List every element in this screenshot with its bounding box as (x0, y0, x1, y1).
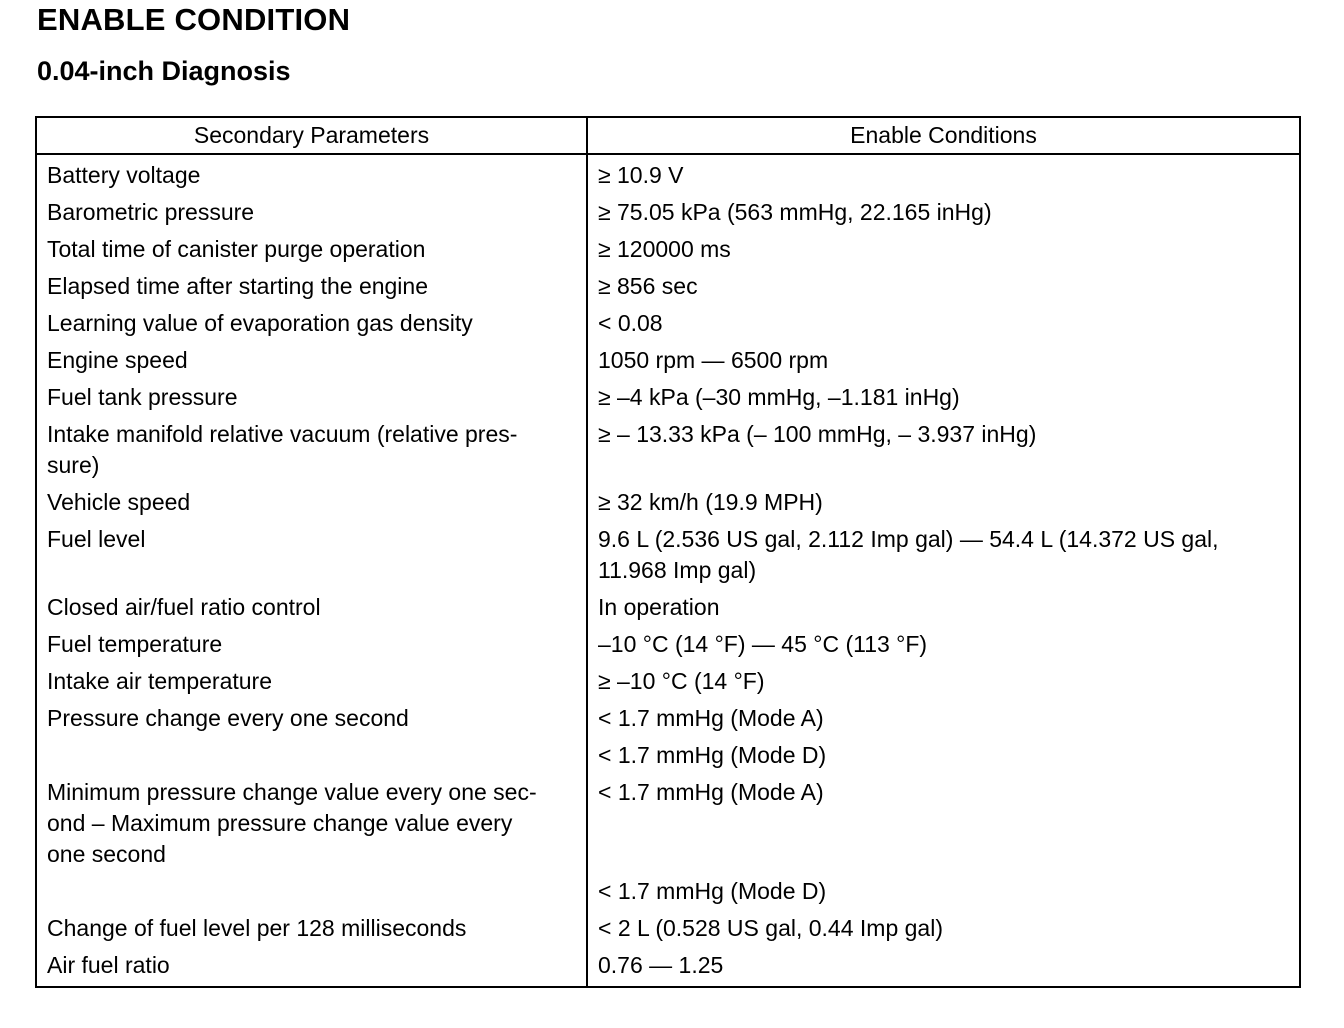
parameter-cell: Battery voltage (36, 154, 587, 194)
table-row (36, 379, 1300, 416)
condition-cell: < 1.7 mmHg (Mode A) (598, 705, 824, 731)
parameter-cell: Barometric pressure (36, 194, 587, 231)
parameter-cell: Fuel level (36, 521, 587, 589)
parameter-cell: Total time of canister purge operation (36, 231, 587, 268)
table-row (36, 737, 1300, 774)
parameter-cell (36, 873, 587, 910)
table-row (36, 268, 1300, 305)
condition-cell: < 1.7 mmHg (Mode D) (598, 742, 827, 768)
parameter-cell: Fuel tank pressure (36, 379, 587, 416)
table-row (36, 663, 1300, 700)
condition-cell: < 0.08 (598, 310, 663, 336)
enable-conditions-table (35, 116, 1301, 988)
condition-cell: ≥ –4 kPa (–30 mmHg, –1.181 inHg) (598, 384, 960, 410)
condition-cell: In operation (598, 594, 720, 620)
table-row (36, 774, 1300, 873)
condition-cell: ≥ 32 km/h (19.9 MPH) (598, 489, 823, 515)
parameter-cell (36, 737, 587, 774)
parameter-cell: Engine speed (36, 342, 587, 379)
table-row (36, 626, 1300, 663)
table-row (36, 154, 1300, 194)
column-header-secondary-parameters: Secondary Parameters (36, 117, 587, 154)
parameter-cell: Air fuel ratio (36, 947, 587, 987)
condition-cell: ≥ 856 sec (598, 273, 698, 299)
condition-cell: 1050 rpm — 6500 rpm (598, 347, 829, 373)
parameter-cell: Vehicle speed (36, 484, 587, 521)
condition-cell: ≥ –10 °C (14 °F) (598, 668, 765, 694)
table-row (36, 416, 1300, 484)
column-header-enable-conditions: Enable Conditions (587, 117, 1300, 154)
parameter-cell: Pressure change every one second (36, 700, 587, 737)
table-row (36, 231, 1300, 268)
table-row (36, 873, 1300, 910)
parameter-cell: Intake manifold relative vacuum (relative pres- sure) (36, 416, 587, 484)
condition-cell: < 1.7 mmHg (Mode A) (598, 779, 824, 805)
parameter-cell: Closed air/fuel ratio control (36, 589, 587, 626)
condition-cell: < 1.7 mmHg (Mode D) (598, 878, 827, 904)
parameter-cell: Minimum pressure change value every one sec- ond – Maximum pressure change value every one second (36, 774, 587, 873)
condition-cell: ≥ 10.9 V (598, 162, 684, 188)
parameter-cell: Elapsed time after starting the engine (36, 268, 587, 305)
table-row (36, 194, 1300, 231)
condition-cell: ≥ 75.05 kPa (563 mmHg, 22.165 inHg) (598, 199, 992, 225)
parameter-cell: Learning value of evaporation gas density (36, 305, 587, 342)
parameter-cell: Fuel temperature (36, 626, 587, 663)
parameter-cell: Intake air temperature (36, 663, 587, 700)
table-row (36, 910, 1300, 947)
table-row (36, 521, 1300, 589)
parameter-cell: Change of fuel level per 128 milliseconds (36, 910, 587, 947)
condition-cell: –10 °C (14 °F) — 45 °C (113 °F) (598, 631, 928, 657)
table-row (36, 342, 1300, 379)
condition-cell: ≥ – 13.33 kPa (– 100 mmHg, – 3.937 inHg) (598, 421, 1037, 447)
condition-cell: 0.76 — 1.25 (598, 952, 724, 978)
condition-cell: 9.6 L (2.536 US gal, 2.112 Imp gal) — 54.4 L (14.372 US gal, 11.968 Imp gal) (598, 526, 1219, 583)
table-header-row (36, 117, 1300, 154)
section-subtitle: 0.04-inch Diagnosis (37, 56, 291, 86)
table-row (36, 589, 1300, 626)
page-title: ENABLE CONDITION (37, 2, 351, 37)
table-row (36, 700, 1300, 737)
condition-cell: < 2 L (0.528 US gal, 0.44 Imp gal) (598, 915, 943, 941)
condition-cell: ≥ 120000 ms (598, 236, 731, 262)
table-row (36, 484, 1300, 521)
table-row (36, 305, 1300, 342)
table-row (36, 947, 1300, 987)
